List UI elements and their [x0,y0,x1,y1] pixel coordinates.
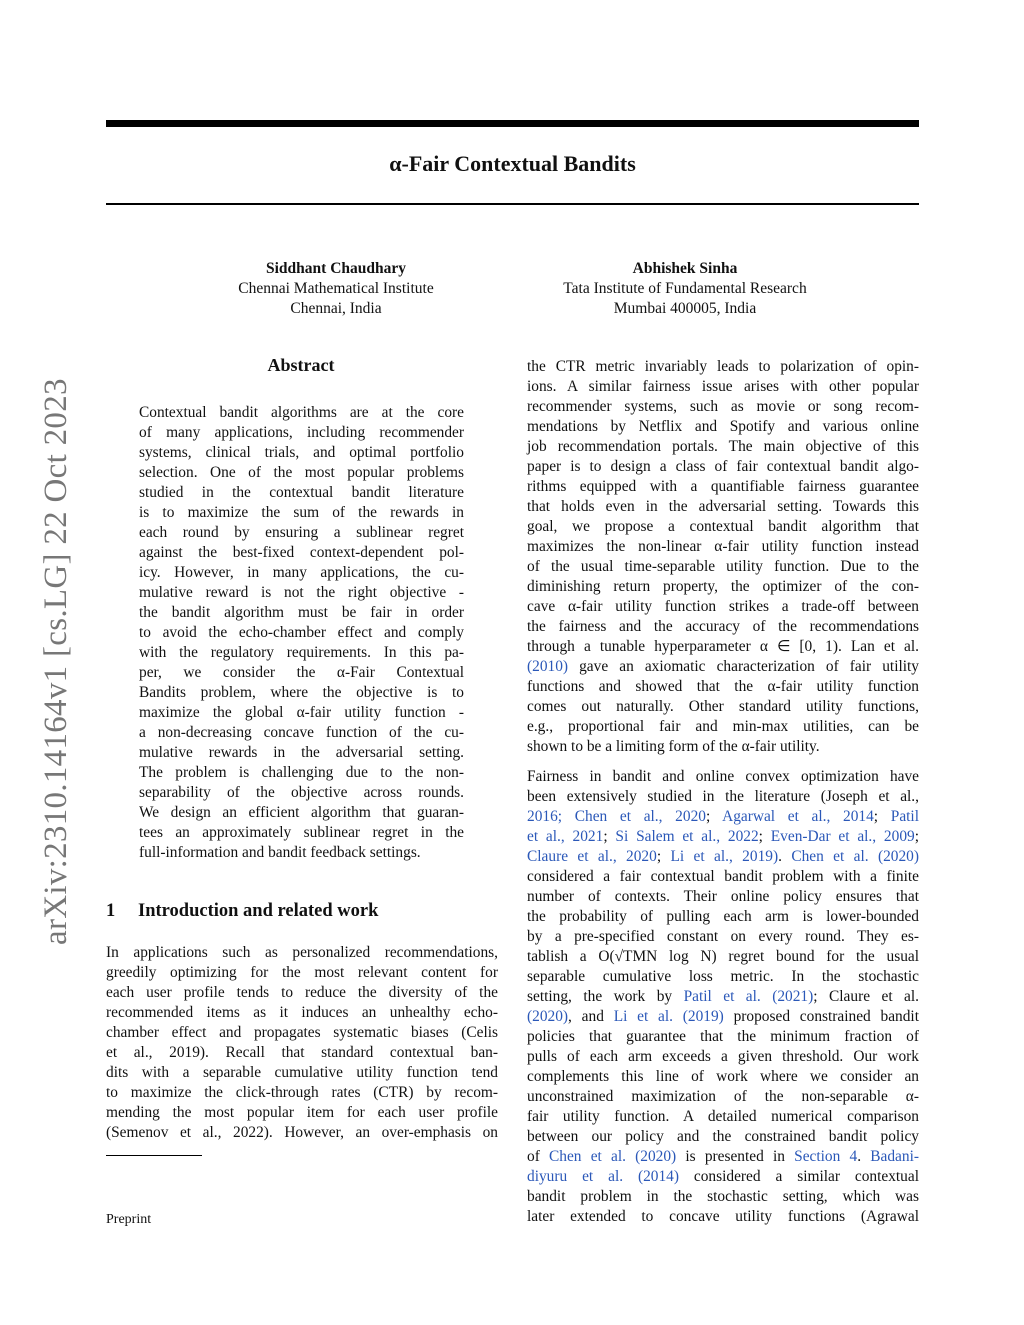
body-line: mending the most popular item for each user profile [106,1104,498,1121]
author-affiliation: Chennai Mathematical Institute [238,280,434,297]
abstract-line: studied in the contextual bandit literature [139,484,464,501]
abstract-line: to avoid the echo-chamber effect and comply [139,624,464,641]
arxiv-identifier: arXiv:2310.14164v1 [cs.LG] 22 Oct 2023 [38,378,74,945]
abstract-line: We design an efficient algorithm that guaran- [139,804,464,821]
abstract-line: selection. One of the most popular problems [139,464,464,481]
body-line: cave α-fair utility function strikes a trade-off between [527,598,919,615]
abstract-line: full-information and bandit feedback settings. [139,844,421,861]
author-location: Chennai, India [290,300,382,317]
author-name: Abhishek Sinha [632,260,738,277]
body-line: complements this line of work where we consider an [527,1068,919,1085]
author-name: Siddhant Chaudhary [266,260,406,277]
author-block-2 [520,259,850,319]
intro-left-column [106,943,498,1143]
abstract-line: Contextual bandit algorithms are at the core [139,404,464,421]
body-line: between our policy and the constrained bandit policy [527,1128,919,1145]
abstract-line: mulative reward is not the right objective - [139,584,464,601]
body-line: shown to be a limiting form of the α-fair utility. [527,738,820,755]
body-line: ions. A similar fairness issue arises with other popular [527,378,919,395]
body-line: comes out naturally. Other standard utility functions, [527,698,919,715]
abstract-heading: Abstract [267,355,335,375]
author-location: Mumbai 400005, India [613,300,757,317]
body-line: pulls of each arm exceeds a given threshold. Our work [527,1048,919,1065]
body-line: to maximize the click-through rates (CTR) by recom- [106,1084,498,1101]
body-line: e.g., proportional fair and min-max utilities, can be [527,718,919,735]
body-line[interactable]: through a tunable hyperparameter α ∈ [0, 1). Lan et al. [527,638,919,655]
body-line[interactable]: 2016; Chen et al., 2020; Agarwal et al., 2014; Patil [527,808,919,825]
section-number: 1 [106,901,116,921]
body-line: separable cumulative loss metric. In the stochastic [527,968,919,985]
body-line: et al., 2019). Recall that standard contextual ban- [106,1044,498,1061]
abstract-line: mulative rewards in the adversarial setting. [139,744,464,761]
body-line[interactable]: of Chen et al. (2020) is presented in Section 4. Badani- [527,1148,919,1165]
body-line: the probability of pulling each arm is lower-bounded [527,908,919,925]
body-line: that holds even in the adversarial setting. Towards this [527,498,919,515]
body-line: chamber effect and propagates systematic biases (Celis [106,1024,498,1041]
abstract-line: of many applications, including recommender [139,424,464,441]
body-line: rithms equipped with a quantifiable fairness guarantee [527,478,919,495]
body-line: recommended items as it induces an unhealthy echo- [106,1004,498,1021]
abstract-line: a non-decreasing concave function of the cu- [139,724,464,741]
body-line[interactable]: setting, the work by Patil et al. (2021); Claure et al. [527,988,920,1005]
related-work-paragraph [527,767,919,1227]
body-line: goal, we propose a contextual bandit algorithm that [527,518,919,535]
author-affiliation: Tata Institute of Fundamental Research [563,280,807,297]
body-line: diminishing return property, the optimizer of the con- [527,578,919,595]
body-line: dits with a separable cumulative utility function tend [106,1064,498,1081]
abstract-line: the bandit algorithm must be fair in order [139,604,464,621]
body-line[interactable]: et al., 2021; Si Salem et al., 2022; Even-Dar et al., 2009; [527,828,919,845]
title-bottom-rule [106,203,919,205]
footnote-rule [106,1155,202,1156]
body-line: In applications such as personalized recommendations, [106,944,498,961]
body-line: the CTR metric invariably leads to polarization of opin- [527,358,919,375]
section-title: Introduction and related work [138,901,379,921]
abstract-line: each round by ensuring a sublinear regret [139,524,464,541]
body-line[interactable]: (2010) gave an axiomatic characterization of fair utility [527,658,919,675]
abstract-line: is to maximize the sum of the rewards in [139,504,464,521]
body-line: the fairness and the accuracy of the recommendations [527,618,919,635]
body-line: functions and showed that the α-fair utility function [527,678,919,695]
body-line: paper is to design a class of fair contextual bandit algo- [527,458,919,475]
abstract-line: tees an approximately sublinear regret in the [139,824,464,841]
footer-preprint: Preprint [106,1212,152,1227]
body-line: maximizes the non-linear α-fair utility function instead [527,538,919,555]
abstract-line: systems, clinical trials, and optimal portfolio [139,444,464,461]
title-top-rule [106,120,919,127]
body-line: Fairness in bandit and online convex optimization have [527,768,919,785]
abstract-line: separability of the objective across rounds. [139,784,464,801]
body-line: each user profile tends to reduce the diversity of the [106,984,498,1001]
body-line: unconstrained maximization of the non-separable α- [527,1088,919,1105]
abstract-line: icy. However, in many applications, the cu- [139,564,464,581]
body-line: bandit problem in the stochastic setting, which was [527,1188,919,1205]
body-line: by a pre-specified constant on every round. They es- [527,928,919,945]
body-line: job recommendation portals. The main objective of this [527,438,919,455]
author-block-1 [186,259,486,319]
body-line: considered a fair contextual bandit problem with a finite [527,868,919,885]
body-line[interactable]: diyuru et al. (2014) considered a similar contextual [527,1168,919,1185]
abstract-line: with the regulatory requirements. In this pa- [139,644,464,661]
body-line: tablish a O(√TMN log N) regret bound for the usual [527,948,919,965]
body-line[interactable]: been extensively studied in the literature (Joseph et al., [527,788,919,805]
paper-title: α-Fair Contextual Bandits [389,151,636,176]
abstract-line: maximize the global α-fair utility function - [139,704,464,721]
abstract-line: against the best-fixed context-dependent pol- [139,544,464,561]
body-line: fair utility function. A detailed numerical comparison [527,1108,919,1125]
body-line: (Semenov et al., 2022). However, an over-emphasis on [106,1124,498,1141]
body-line: of the usual time-separable utility function. Due to the [527,558,919,575]
body-line: number of contexts. Their online policy ensures that [527,888,919,905]
abstract-text [139,403,464,863]
abstract-line: Bandits problem, where the objective is to [139,684,464,701]
body-line[interactable]: Claure et al., 2020; Li et al., 2019). Chen et al. (2020) [527,848,920,865]
section-heading [106,901,378,922]
body-line: recommender systems, such as movie or song recom- [527,398,919,415]
intro-right-column [527,357,919,757]
body-line: policies that guarantee that the minimum fraction of [527,1028,919,1045]
body-line: mendations by Netflix and Spotify and various online [527,418,919,435]
abstract-line: per, we consider the α-Fair Contextual [139,664,464,681]
body-line: later extended to concave utility functions (Agrawal [527,1208,919,1225]
body-line[interactable]: (2020), and Li et al. (2019) proposed constrained bandit [527,1008,919,1025]
abstract-line: The problem is challenging due to the non- [139,764,464,781]
body-line: greedily optimizing for the most relevant content for [106,964,498,981]
